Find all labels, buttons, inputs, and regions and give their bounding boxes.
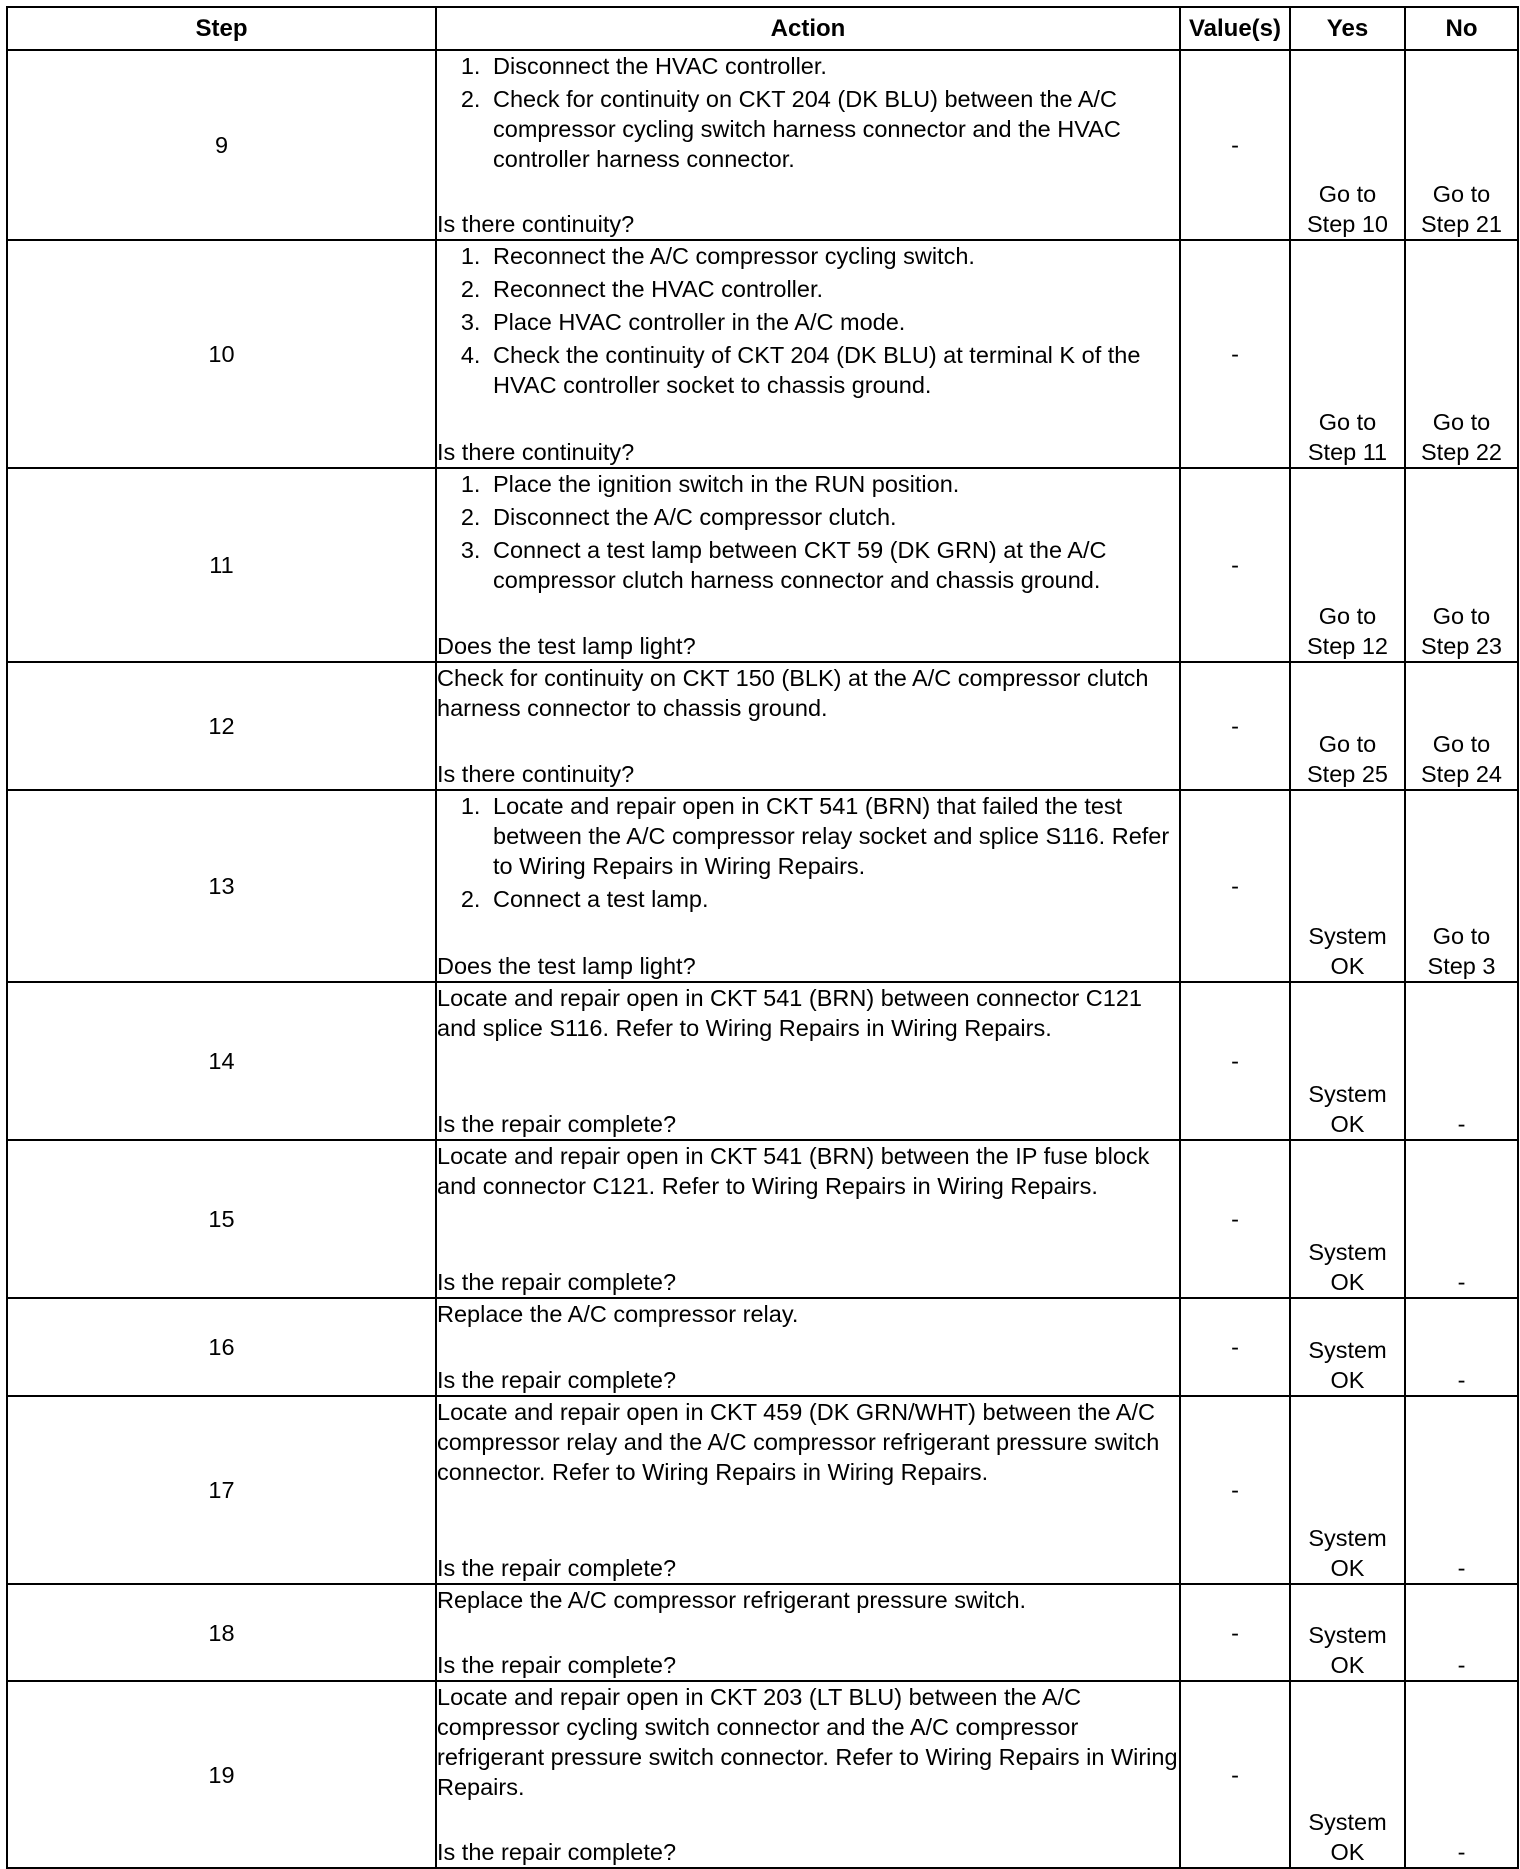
question-text: Does the test lamp light? <box>437 953 696 979</box>
table-row <box>7 1298 1518 1396</box>
yes-cell <box>1290 1396 1405 1584</box>
table-row <box>7 1396 1518 1584</box>
no-line: Step 24 <box>1420 761 1502 787</box>
yes-line: System <box>1308 1081 1387 1107</box>
no-line: Step 23 <box>1420 633 1502 659</box>
value-cell: - <box>1180 1584 1290 1681</box>
yes-cell <box>1290 50 1405 240</box>
no-cell <box>1405 1584 1518 1681</box>
table-row <box>7 240 1518 468</box>
value-cell: - <box>1180 790 1290 982</box>
value-cell: - <box>1180 1140 1290 1298</box>
step-number: 10 <box>7 240 436 468</box>
no-line: Step 21 <box>1420 211 1502 237</box>
no-line: Go to <box>1432 731 1491 757</box>
step-number: 19 <box>7 1681 436 1868</box>
table-row <box>7 662 1518 790</box>
yes-line: System <box>1308 1239 1387 1265</box>
no-cell <box>1405 982 1518 1140</box>
yes-line: OK <box>1330 953 1365 979</box>
action-cell <box>436 790 1180 982</box>
action-item: 1. Reconnect the A/C compressor cycling switch. <box>487 241 1179 271</box>
question-text: Is the repair complete? <box>437 1839 677 1865</box>
table-row <box>7 790 1518 982</box>
no-line: Go to <box>1432 181 1491 207</box>
no-cell <box>1405 790 1518 982</box>
yes-line: Step 12 <box>1306 633 1388 659</box>
yes-line: System <box>1308 1525 1387 1551</box>
yes-line: OK <box>1330 1269 1365 1295</box>
no-line: Go to <box>1432 409 1491 435</box>
action-cell <box>436 1584 1180 1681</box>
yes-line: OK <box>1330 1367 1365 1393</box>
yes-line: Step 11 <box>1307 439 1388 465</box>
action-cell <box>436 468 1180 662</box>
question-text: Is the repair complete? <box>437 1555 677 1581</box>
value-cell: - <box>1180 50 1290 240</box>
step-number: 17 <box>7 1396 436 1584</box>
action-cell <box>436 240 1180 468</box>
no-line: - <box>1457 1111 1466 1137</box>
action-cell <box>436 1298 1180 1396</box>
action-item: 2. Check for continuity on CKT 204 (DK BLU) between the A/C compressor cycling switch harness connector and the HVAC controller harness connector. <box>487 84 1179 174</box>
no-cell <box>1405 240 1518 468</box>
action-item: 2. Connect a test lamp. <box>487 884 1179 914</box>
action-text: Replace the A/C compressor relay. <box>437 1301 799 1327</box>
yes-line: Go to <box>1318 731 1377 757</box>
action-text: Locate and repair open in CKT 459 (DK GRN/WHT) between the A/C compressor relay and the A/C compressor refrigerant pressure switch connector. Refer to Wiring Repairs in Wiring Repairs. <box>437 1399 1160 1485</box>
action-list <box>437 469 1179 595</box>
action-list <box>437 51 1179 174</box>
step-number: 13 <box>7 790 436 982</box>
yes-line: System <box>1308 1337 1387 1363</box>
yes-line: Step 10 <box>1306 211 1388 237</box>
action-text: Locate and repair open in CKT 541 (BRN) between connector C121 and splice S116. Refer to Wiring Repairs in Wiring Repairs. <box>437 985 1142 1041</box>
no-line: - <box>1457 1652 1466 1678</box>
no-line: - <box>1457 1367 1466 1393</box>
no-cell <box>1405 468 1518 662</box>
step-number: 14 <box>7 982 436 1140</box>
header-action: Action <box>436 7 1180 50</box>
action-cell <box>436 982 1180 1140</box>
table-row <box>7 1681 1518 1868</box>
diagnostic-table <box>6 6 1519 1869</box>
no-line: Go to <box>1432 923 1491 949</box>
step-number: 18 <box>7 1584 436 1681</box>
table-row <box>7 50 1518 240</box>
action-item: 1. Disconnect the HVAC controller. <box>487 51 1179 81</box>
action-item: 3. Connect a test lamp between CKT 59 (DK GRN) at the A/C compressor clutch harness connector and chassis ground. <box>487 535 1179 595</box>
action-list <box>437 791 1179 914</box>
yes-line: System <box>1308 1622 1387 1648</box>
value-cell: - <box>1180 1298 1290 1396</box>
yes-cell <box>1290 662 1405 790</box>
action-item: 2. Reconnect the HVAC controller. <box>487 274 1179 304</box>
no-cell <box>1405 1298 1518 1396</box>
header-step: Step <box>7 7 436 50</box>
step-number: 15 <box>7 1140 436 1298</box>
step-number: 12 <box>7 662 436 790</box>
no-line: - <box>1457 1269 1466 1295</box>
no-line: Go to <box>1432 603 1491 629</box>
action-list <box>437 241 1179 400</box>
yes-cell <box>1290 982 1405 1140</box>
yes-cell <box>1290 1140 1405 1298</box>
document-page <box>6 6 1517 1865</box>
action-item: 2. Disconnect the A/C compressor clutch. <box>487 502 1179 532</box>
yes-cell <box>1290 790 1405 982</box>
header-yes: Yes <box>1290 7 1405 50</box>
question-text: Is there continuity? <box>437 439 635 465</box>
header-values: Value(s) <box>1180 7 1290 50</box>
header-row <box>7 7 1518 50</box>
action-text: Replace the A/C compressor refrigerant pressure switch. <box>437 1587 1027 1613</box>
yes-line: Go to <box>1318 181 1377 207</box>
table-row <box>7 982 1518 1140</box>
value-cell: - <box>1180 240 1290 468</box>
yes-line: Go to <box>1318 603 1377 629</box>
no-cell <box>1405 1140 1518 1298</box>
action-item: 1. Place the ignition switch in the RUN position. <box>487 469 1179 499</box>
no-cell <box>1405 662 1518 790</box>
question-text: Is the repair complete? <box>437 1111 677 1137</box>
action-cell <box>436 1681 1180 1868</box>
yes-line: OK <box>1330 1652 1365 1678</box>
question-text: Is there continuity? <box>437 761 635 787</box>
yes-line: OK <box>1330 1111 1365 1137</box>
step-number: 16 <box>7 1298 436 1396</box>
no-line: - <box>1457 1555 1466 1581</box>
step-number: 9 <box>7 50 436 240</box>
question-text: Is the repair complete? <box>437 1269 677 1295</box>
action-cell <box>436 662 1180 790</box>
action-item: 4. Check the continuity of CKT 204 (DK BLU) at terminal K of the HVAC controller socket to chassis ground. <box>487 340 1179 400</box>
action-cell <box>436 50 1180 240</box>
value-cell: - <box>1180 1681 1290 1868</box>
step-number: 11 <box>7 468 436 662</box>
action-cell <box>436 1396 1180 1584</box>
table-row <box>7 468 1518 662</box>
value-cell: - <box>1180 468 1290 662</box>
question-text: Does the test lamp light? <box>437 633 696 659</box>
action-text: Locate and repair open in CKT 203 (LT BLU) between the A/C compressor cycling switch connector and the A/C compressor refrigerant pressure switch connector. Refer to Wiring Repairs in Wiring Repairs. <box>437 1684 1178 1800</box>
no-cell <box>1405 1681 1518 1868</box>
header-no: No <box>1405 7 1518 50</box>
yes-cell <box>1290 1681 1405 1868</box>
table-row <box>7 1140 1518 1298</box>
no-line: Step 22 <box>1420 439 1502 465</box>
question-text: Is the repair complete? <box>437 1652 677 1678</box>
yes-cell <box>1290 1584 1405 1681</box>
value-cell: - <box>1180 1396 1290 1584</box>
yes-line: System <box>1308 923 1387 949</box>
no-line: - <box>1457 1839 1466 1865</box>
table-row <box>7 1584 1518 1681</box>
yes-cell <box>1290 240 1405 468</box>
yes-cell <box>1290 1298 1405 1396</box>
no-line: Step 3 <box>1427 953 1496 979</box>
action-item: 1. Locate and repair open in CKT 541 (BRN) that failed the test between the A/C compressor relay socket and splice S116. Refer to Wiring Repairs in Wiring Repairs. <box>487 791 1179 881</box>
no-cell <box>1405 50 1518 240</box>
yes-line: OK <box>1330 1555 1365 1581</box>
question-text: Is there continuity? <box>437 211 635 237</box>
yes-line: Go to <box>1318 409 1377 435</box>
value-cell: - <box>1180 662 1290 790</box>
yes-line: Step 25 <box>1306 761 1388 787</box>
yes-line: OK <box>1330 1839 1365 1865</box>
question-text: Is the repair complete? <box>437 1367 677 1393</box>
value-cell: - <box>1180 982 1290 1140</box>
action-text: Locate and repair open in CKT 541 (BRN) between the IP fuse block and connector C121. Refer to Wiring Repairs in Wiring Repairs. <box>437 1143 1150 1199</box>
action-cell <box>436 1140 1180 1298</box>
yes-cell <box>1290 468 1405 662</box>
no-cell <box>1405 1396 1518 1584</box>
action-text: Check for continuity on CKT 150 (BLK) at the A/C compressor clutch harness connector to chassis ground. <box>437 665 1149 721</box>
action-item: 3. Place HVAC controller in the A/C mode. <box>487 307 1179 337</box>
yes-line: System <box>1308 1809 1387 1835</box>
